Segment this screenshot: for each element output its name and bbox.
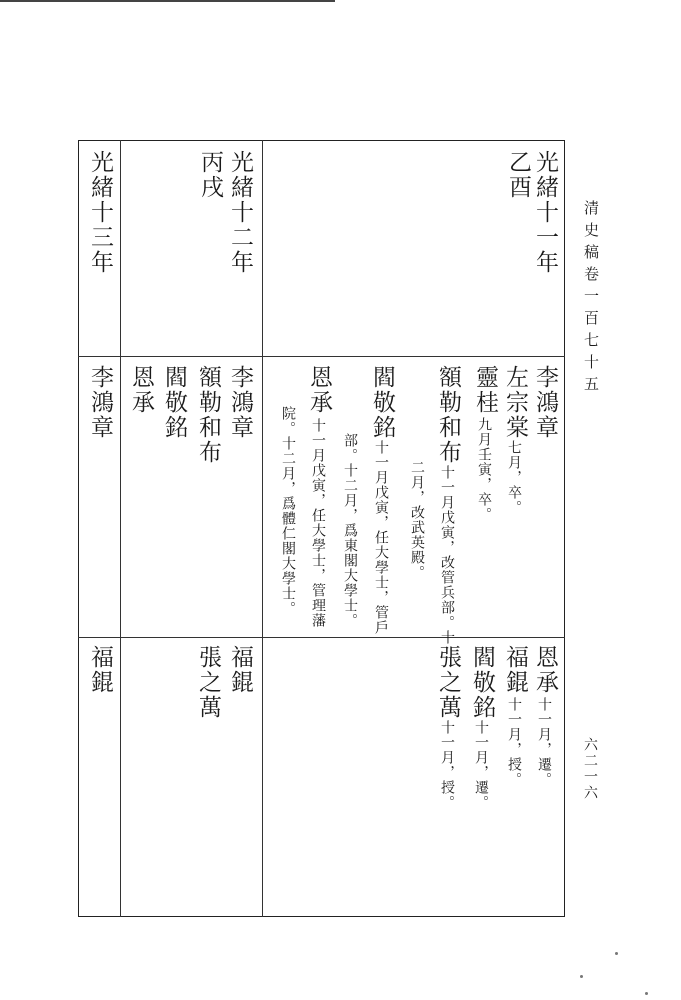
grand-secretary-name: 閻敬銘: [369, 365, 395, 440]
appointment-note: 十一月，遷。: [536, 697, 552, 787]
assistant-secretary-name: 閻敬銘: [469, 645, 495, 720]
appointment-note: 十一月戊寅，任大學士，管戶: [373, 440, 389, 635]
assistant-secretary-name: 張之萬: [435, 645, 461, 720]
grand-secretary-name: 李鴻章: [87, 365, 113, 440]
ganzhi-label-2: 丙戌: [197, 150, 223, 200]
assistant-secretary-name: 張之萬: [195, 645, 221, 720]
year-label-1: 光緒十一年: [532, 150, 558, 275]
scan-speck: [615, 952, 618, 955]
appointment-note: 七月，卒。: [506, 440, 522, 515]
assistant-secretary-name: 恩承: [532, 645, 558, 695]
grand-secretary-name: 李鴻章: [227, 365, 253, 440]
scan-speck: [645, 992, 648, 995]
appointment-note-continued: 部。十二月，爲東閣大學士。: [342, 433, 358, 628]
year-label-3: 光緒十三年: [87, 150, 113, 275]
column-divider-1: [262, 140, 263, 917]
assistant-secretary-name: 福錕: [87, 645, 113, 695]
appointment-note: 十一月戊寅，改管兵部。十: [439, 465, 455, 645]
band-divider-1: [78, 356, 565, 357]
grand-secretary-name: 閻敬銘: [161, 365, 187, 440]
ganzhi-label-1: 乙酉: [505, 150, 531, 200]
assistant-secretary-name: 福錕: [227, 645, 253, 695]
appointment-note-continued: 院。十二月，爲體仁閣大學士。: [280, 406, 296, 616]
top-rule: [0, 0, 335, 2]
grand-secretary-name: 恩承: [128, 365, 154, 415]
appointment-note: 十一月，授。: [506, 697, 522, 787]
appointment-note: 十一月，授。: [439, 720, 455, 810]
appointment-note: 十一月戊寅，任大學士，管理藩: [310, 418, 326, 628]
column-divider-2: [120, 140, 121, 917]
grand-secretary-name: 左宗棠: [502, 365, 528, 440]
appointment-note: 九月壬寅，卒。: [476, 417, 492, 522]
scan-speck: [580, 975, 583, 978]
grand-secretary-name: 額勒和布: [435, 365, 461, 465]
grand-secretary-name: 額勒和布: [195, 365, 221, 465]
band-divider-2: [78, 637, 565, 638]
grand-secretary-name: 李鴻章: [532, 365, 558, 440]
year-label-2: 光緒十二年: [227, 150, 253, 275]
page-number: 六二一六: [582, 737, 598, 801]
appointment-note-continued: 二月，改武英殿。: [409, 460, 425, 580]
running-head-volume: 清史稿卷一百七十五: [582, 200, 600, 398]
assistant-secretary-name: 福錕: [502, 645, 528, 695]
appointment-note: 十一月，遷。: [473, 720, 489, 810]
grand-secretary-name: 恩承: [306, 365, 332, 415]
grand-secretary-name: 靈桂: [472, 365, 498, 415]
